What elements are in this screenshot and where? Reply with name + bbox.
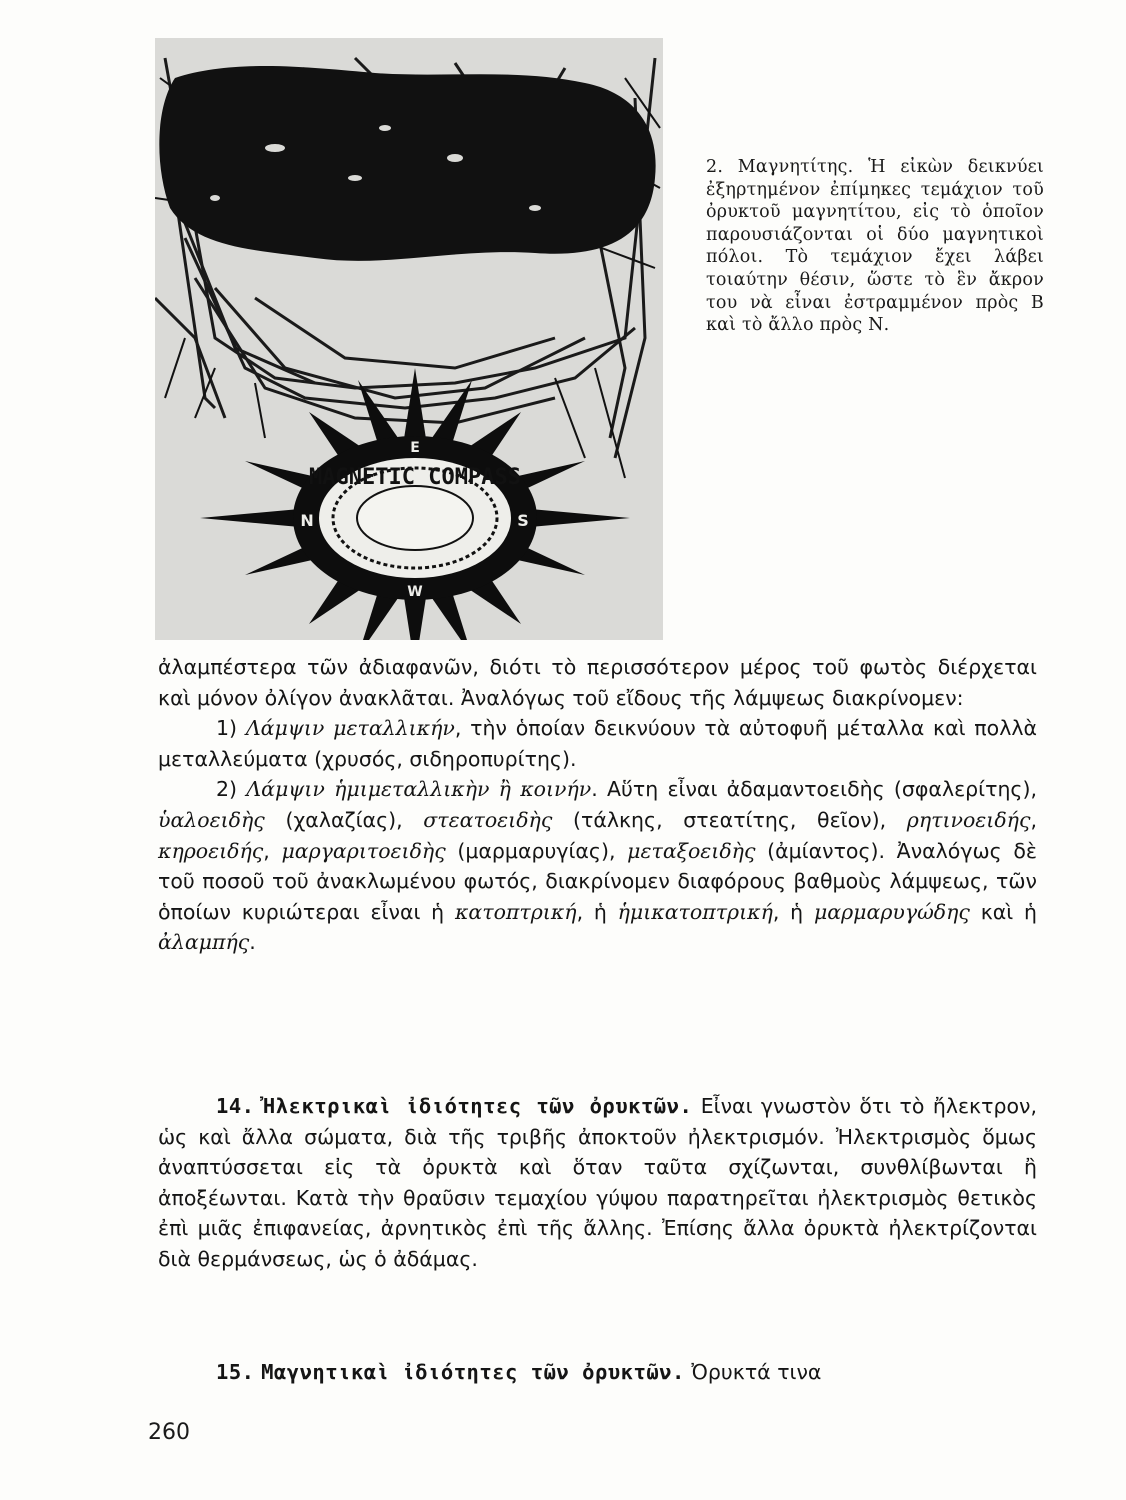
section-number: 15. — [216, 1360, 255, 1384]
list-text: (χαλαζίας), — [264, 807, 424, 832]
list-text: (τάλκης, στεατίτης, θεῖον), — [552, 807, 907, 832]
term: ἀλαμπής — [158, 930, 250, 955]
compass-north-letter: N — [300, 511, 314, 530]
term: μαργαριτοειδὴς — [281, 838, 446, 863]
list-text: (ἀμίαντος). Ἀναλόγως δὲ τοῦ ποσοῦ τοῦ ἀνακλωμένου φωτός, διακρίνομεν διαφόρους βαθμοὺς λάμψεως, τῶν ὁποίων κυριώτεραι εἶναι ἡ — [158, 838, 1037, 924]
list-number: 2) — [216, 777, 238, 802]
list-text: , ἡ — [772, 899, 814, 924]
list-text: , — [1030, 807, 1037, 832]
term: κηροειδής — [158, 838, 264, 863]
term: μαρμαρυγώδης — [813, 899, 970, 924]
magnetite-photo-illustration — [155, 38, 663, 640]
page-number: 260 — [148, 1420, 190, 1445]
term-semimetallic-lustre: Λάμψιν ἡμιμεταλλικὴν ἢ κοινήν — [246, 777, 592, 802]
term: μεταξοειδὴς — [627, 838, 756, 863]
section-title: Μαγνητικαὶ ἰδιότητες τῶν ὀρυκτῶν. — [261, 1360, 685, 1384]
list-text: . — [249, 930, 256, 955]
list-text: καὶ ἡ — [969, 899, 1037, 924]
list-text: , τὴν ὁποίαν δεικνύουν τὰ αὐτοφυῆ μέταλλα καὶ πολλὰ μεταλλεύματα (χρυσός, σιδηροπυρίτης). — [158, 716, 1037, 771]
compass-south-letter: S — [517, 511, 529, 530]
section-14-paragraph — [158, 1091, 1037, 1275]
list-text: , ἡ — [576, 899, 618, 924]
list-text: (μαρμαρυγίας), — [445, 838, 628, 863]
section-title: Ἠλεκτρικαὶ ἰδιότητες τῶν ὀρυκτῶν. — [262, 1094, 693, 1118]
section-number: 14. — [216, 1094, 255, 1118]
section-15-paragraph — [158, 1357, 1037, 1388]
term: ὑαλοειδὴς — [158, 807, 265, 832]
section-text: Ὀρυκτά τινα — [684, 1360, 822, 1384]
lustre-section — [158, 652, 1037, 958]
list-item-semimetallic — [158, 774, 1037, 958]
magnetite-mass — [159, 66, 655, 261]
compass-west-letter: W — [407, 584, 423, 600]
list-text: . Αὕτη εἶναι ἀδαμαντοειδὴς (σφαλερίτης), — [591, 777, 1037, 802]
section-14 — [158, 1091, 1037, 1275]
list-text: , — [263, 838, 282, 863]
term: κατοπτρική — [454, 899, 577, 924]
list-number: 1) — [216, 716, 238, 741]
term: ρητινοειδής — [906, 807, 1031, 832]
list-item-metallic — [158, 713, 1037, 774]
paragraph-intro: ἀλαμπέστερα τῶν ἀδιαφανῶν, διότι τὸ περισσότερον μέρος τοῦ φωτὸς διέρχεται καὶ μόνον ὀλίγον ἀνακλᾶται. Ἀναλόγως τοῦ εἴδους τῆς λάμψεως διακρίνομεν: — [158, 655, 1037, 710]
magnetite-compass-figure — [155, 38, 663, 640]
section-text: Εἶναι γνωστὸν ὅτι τὸ ἤλεκτρον, ὡς καὶ ἄλλα σώματα, διὰ τῆς τριβῆς ἀποκτοῦν ἠλεκτρισμόν. Ἠλεκτρισμὸς ὅμως ἀναπτύσσεται εἰς τὰ ὀρυκτὰ καὶ ὅταν ταῦτα σχίζωνται, συνθλίβωνται ἢ ἀποξέωνται. Κατὰ τὴν θραῦσιν τεμαχίου γύψου παρατηρεῖται ἠλεκτρισμὸς θετικὸς ἐπὶ μιᾶς ἐπιφανείας, ἀρνητικὸς ἐπὶ τῆς ἄλλης. Ἐπίσης ἄλλα ὀρυκτὰ ἠλεκτρίζονται διὰ θερμάνσεως, ὡς ὁ ἀδάμας. — [158, 1094, 1037, 1271]
compass-east-letter: E — [410, 440, 420, 456]
term: ἡμικατοπτρική — [617, 899, 773, 924]
section-15 — [158, 1357, 1037, 1388]
term-metallic-lustre: Λάμψιν μεταλλικήν — [245, 716, 455, 741]
compass-label: MAGNETIC COMPASS — [309, 465, 521, 490]
term: στεατοειδὴς — [423, 807, 553, 832]
figure-caption: 2. Μαγνητίτης. Ἡ εἰκὼν δεικνύει ἐξηρτημένον ἐπίμηκες τεμάχιον τοῦ ὀρυκτοῦ μαγνητίτου, εἰς τὸ ὁποῖον παρουσιάζονται οἱ δύο μαγνητικοὶ πόλοι. Τὸ τεμάχιον ἔχει λάβει τοιαύτην θέσιν, ὥστε τὸ ἓν ἄκρον του νὰ εἶναι ἐστραμμένον πρὸς Β καὶ τὸ ἄλλο πρὸς Ν. — [706, 157, 1044, 336]
